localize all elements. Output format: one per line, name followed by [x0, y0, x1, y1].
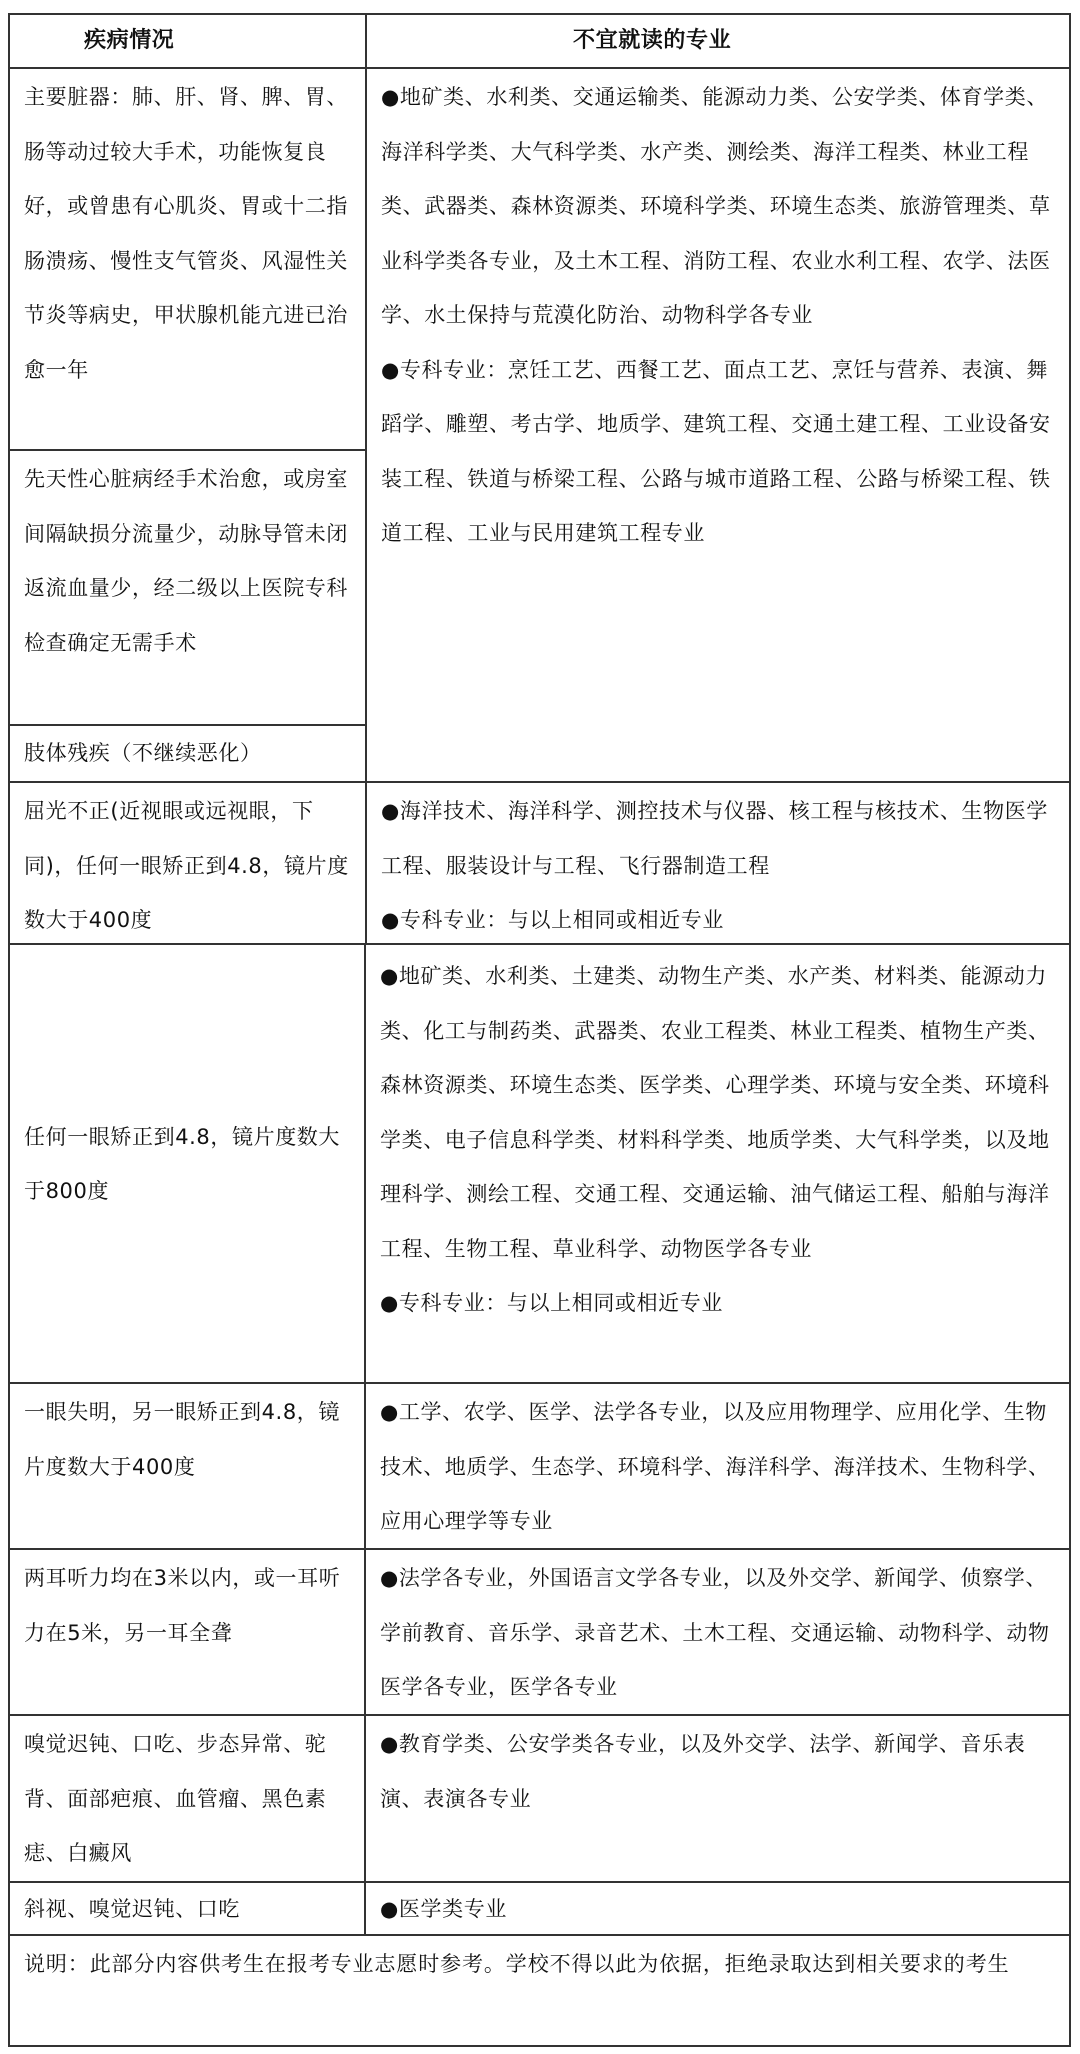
majors-cell-refractive-800: [364, 943, 1071, 1384]
condition-text: 先天性心脏病经手术治愈，或房室间隔缺损分流量少，动脉导管未闭返流血量少，经二级以上医院专科检查确定无需手术: [24, 467, 348, 655]
condition-cell-organ-surgery: [8, 67, 367, 451]
condition-cell-congenital-heart: [8, 449, 367, 726]
condition-cell-refractive-400: [8, 781, 367, 945]
condition-cell-limb-disability: [8, 724, 367, 783]
majors-cell-group1: [365, 67, 1071, 783]
condition-text: 两耳听力均在3米以内，或一耳听力在5米，另一耳全聋: [24, 1566, 341, 1645]
majors-text: ●医学类专业: [380, 1897, 507, 1921]
majors-text: ●地矿类、水利类、土建类、动物生产类、水产类、材料类、能源动力类、化工与制药类、武器类、农业工程类、林业工程类、植物生产类、森林资源类、环境生态类、医学类、心理学类、环境与安全类、环境科学类、电子信息科学类、材料科学类、地质学类、大气科学类，以及地理科学、测绘工程、交通工程、交通运输、油气储运工程、船舶与海洋工程、生物工程、草业科学、动物医学各专业: [380, 964, 1050, 1261]
majors-undergrad-text: ●地矿类、水利类、交通运输类、能源动力类、公安学类、体育学类、海洋科学类、大气科学类、水产类、测绘类、海洋工程类、林业工程类、武器类、森林资源类、环境科学类、环境生态类、旅游管理类、草业科学类各专业，及土木工程、消防工程、农业水利工程、农学、法医学、水土保持与荒漠化防治、动物科学各专业: [381, 85, 1051, 327]
majors-junior-college-text: ●专科专业：烹饪工艺、西餐工艺、面点工艺、烹饪与营养、表演、舞蹈学、雕塑、考古学、地质学、建筑工程、交通土建工程、工业设备安装工程、铁道与桥梁工程、公路与城市道路工程、公路与桥梁工程、铁道工程、工业与民用建筑工程专业: [381, 357, 1051, 545]
majors-text: ●法学各专业，外国语言文学各专业，以及外交学、新闻学、侦察学、学前教育、音乐学、录音艺术、土木工程、交通运输、动物科学、动物医学各专业，医学各专业: [380, 1566, 1050, 1699]
condition-text: 任何一眼矫正到4.8，镜片度数大于800度: [24, 1124, 340, 1203]
header-condition-label: 疾病情况: [84, 28, 175, 53]
majors-cell-appearance: [364, 1714, 1071, 1883]
note-text: 说明：此部分内容供考生在报考专业志愿时参考。学校不得以此为依据，拒绝录取达到相关要求的考生: [24, 1952, 1010, 1976]
majors-text: ●专科专业：与以上相同或相近专业: [381, 908, 724, 932]
header-condition: [8, 13, 367, 69]
majors-cell-strabismus: [364, 1881, 1071, 1936]
majors-cell-refractive-400: [365, 781, 1071, 945]
condition-text: 屈光不正(近视眼或远视眼，下同)，任何一眼矫正到4.8，镜片度数大于400度: [24, 799, 349, 932]
majors-text: ●工学、农学、医学、法学各专业，以及应用物理学、应用化学、生物技术、地质学、生态学、环境科学、海洋科学、海洋技术、生物科学、应用心理学等专业: [380, 1400, 1050, 1533]
condition-text: 嗅觉迟钝、口吃、步态异常、驼背、面部疤痕、血管瘤、黑色素痣、白癜风: [24, 1732, 327, 1865]
majors-cell-hearing: [364, 1548, 1071, 1716]
note-cell: [8, 1934, 1071, 2047]
condition-cell-refractive-800: [8, 943, 366, 1384]
header-majors-label: 不宜就读的专业: [573, 28, 732, 53]
majors-text: ●教育学类、公安学类各专业，以及外交学、法学、新闻学、音乐表演、表演各专业: [380, 1732, 1026, 1811]
condition-cell-appearance: [8, 1714, 366, 1883]
majors-text: ●专科专业：与以上相同或相近专业: [380, 1291, 723, 1315]
condition-text: 斜视、嗅觉迟钝、口吃: [24, 1897, 240, 1921]
condition-cell-hearing: [8, 1548, 366, 1716]
majors-cell-one-eye-blind: [364, 1382, 1071, 1550]
condition-cell-one-eye-blind: [8, 1382, 366, 1550]
condition-text: 主要脏器：肺、肝、肾、脾、胃、肠等动过较大手术，功能恢复良好，或曾患有心肌炎、胃或十二指肠溃疡、慢性支气管炎、风湿性关节炎等病史，甲状腺机能亢进已治愈一年: [24, 85, 348, 382]
condition-cell-strabismus: [8, 1881, 366, 1936]
majors-text: ●海洋技术、海洋科学、测控技术与仪器、核工程与核技术、生物医学工程、服装设计与工程、飞行器制造工程: [381, 799, 1048, 878]
condition-text: 肢体残疾（不继续恶化）: [24, 741, 262, 765]
condition-text: 一眼失明，另一眼矫正到4.8，镜片度数大于400度: [24, 1400, 340, 1479]
header-majors: [365, 13, 1071, 69]
